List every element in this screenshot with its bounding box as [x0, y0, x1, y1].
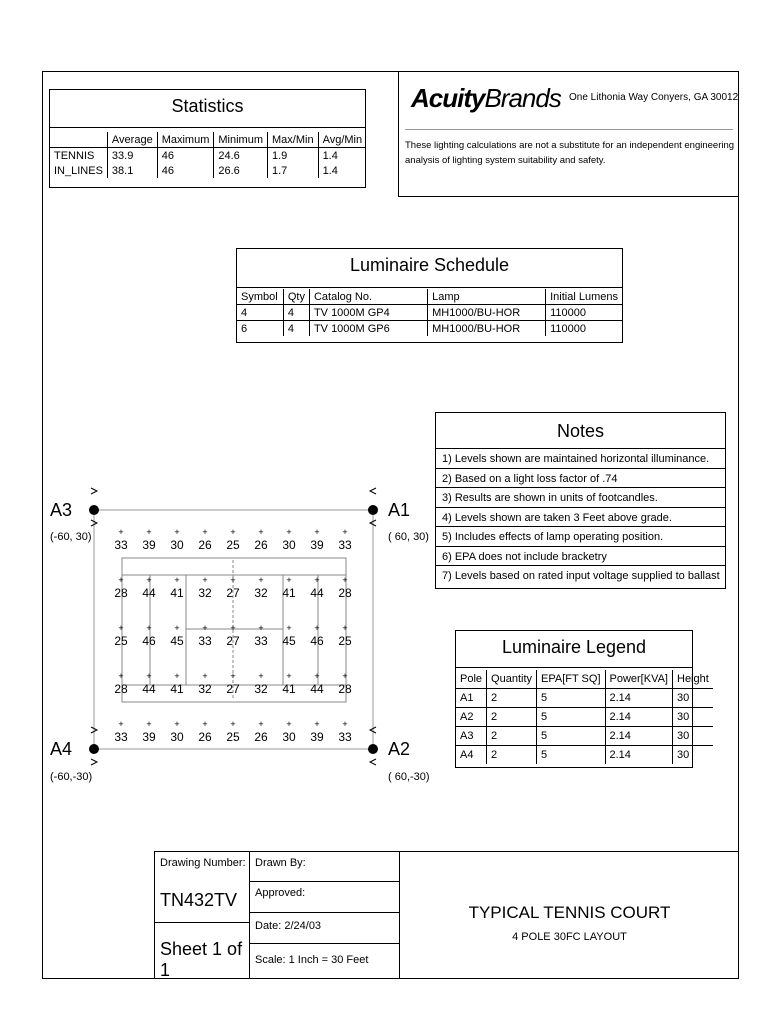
table-row: 4 4 TV 1000M GP4 MH1000/BU-HOR 110000 [237, 305, 622, 321]
schedule-grid: Symbol Qty Catalog No. Lamp Initial Lumens 4 4 TV 1000M GP4 MH1000/BU-HOR 110000 6 4 TV 1000M GP6 MH1000/BU-HOR 110000 [237, 289, 622, 336]
grid-value: 45 [170, 634, 184, 648]
pole-a1-marker [368, 505, 378, 515]
grid-point-marker: + [230, 719, 236, 729]
grid-point-marker: + [258, 575, 264, 585]
grid-point-marker: + [146, 623, 152, 633]
grid-point-marker: + [174, 575, 180, 585]
project-subtitle: 4 POLE 30FC LAYOUT [512, 931, 627, 943]
acuity-brands-logo: AcuityBrands [411, 83, 561, 113]
statistics-title: Statistics [171, 96, 244, 116]
grid-value: 32 [254, 586, 268, 600]
grid-point-marker: + [258, 527, 264, 537]
scale-label: Scale: 1 Inch = 30 Feet [255, 954, 369, 966]
grid-value: 30 [282, 730, 296, 744]
grid-point-marker: + [118, 575, 124, 585]
grid-point-marker: + [146, 527, 152, 537]
grid-value: 39 [310, 730, 324, 744]
grid-value: 32 [254, 682, 268, 696]
luminaire-legend [455, 630, 709, 768]
company-address: One Lithonia Way Conyers, GA 30012 [569, 92, 739, 103]
pole-coord-a3: (-60, 30) [50, 531, 92, 543]
grid-point-marker: + [202, 527, 208, 537]
grid-value: 28 [338, 682, 352, 696]
approved-cell [249, 881, 400, 913]
grid-value: 27 [226, 634, 240, 648]
pole-coord-a1: ( 60, 30) [388, 531, 429, 543]
grid-value: 32 [198, 586, 212, 600]
grid-point-marker: + [258, 719, 264, 729]
drawing-number: TN432TV [160, 890, 238, 910]
list-item: 1) Levels shown are maintained horizontal illuminance. [436, 449, 725, 469]
grid-point-marker: + [314, 671, 320, 681]
schedule-title: Luminaire Schedule [349, 255, 510, 275]
pole-label-a3: A3 [50, 500, 73, 520]
grid-value: 26 [198, 730, 212, 744]
pole-coord-a2: ( 60,-30) [388, 771, 430, 783]
grid-point-marker: + [314, 623, 320, 633]
grid-value: 26 [254, 730, 268, 744]
grid-point-marker: + [342, 575, 348, 585]
drawn-by-label: Drawn By: [255, 857, 306, 869]
table-row: 6 4 TV 1000M GP6 MH1000/BU-HOR 110000 [237, 321, 622, 337]
grid-point-marker: + [342, 671, 348, 681]
legend-grid: Pole Quantity EPA[FT SQ] Power[KVA] Height A1 2 5 2.14 30 A2 2 5 2.14 30 A3 2 5 2.14 30 A4 2 5 2.14 30 [456, 670, 713, 764]
grid-point-marker: + [342, 719, 348, 729]
grid-point-marker: + [230, 527, 236, 537]
title-block [154, 851, 739, 979]
list-item: 2) Based on a light loss factor of .74 [436, 469, 725, 489]
approved-label: Approved: [255, 887, 306, 899]
table-row: TENNIS 33.9 46 24.6 1.9 1.4 [50, 148, 366, 164]
illuminance-grid [114, 527, 352, 744]
grid-point-marker: + [286, 527, 292, 537]
grid-point-marker: + [230, 575, 236, 585]
disclaimer-text: These lighting calculations are not a substitute for an independent engineering analysis of lighting system suitability and safety. [405, 140, 735, 166]
grid-point-marker: + [174, 671, 180, 681]
scale-cell [249, 943, 400, 979]
grid-point-marker: + [286, 719, 292, 729]
grid-value: 27 [226, 586, 240, 600]
grid-value: 25 [338, 634, 352, 648]
grid-value: 45 [282, 634, 296, 648]
grid-value: 41 [170, 682, 184, 696]
grid-point-marker: + [202, 623, 208, 633]
grid-value: 41 [170, 586, 184, 600]
date-cell [249, 912, 400, 944]
grid-value: 28 [114, 682, 128, 696]
grid-value: 26 [254, 538, 268, 552]
grid-value: 39 [142, 730, 156, 744]
stat-header: Maximum [157, 132, 214, 148]
table-row: A2 2 5 2.14 30 [456, 708, 713, 727]
grid-point-marker: + [146, 575, 152, 585]
grid-value: 39 [310, 538, 324, 552]
list-item: 6) EPA does not include bracketry [436, 547, 725, 567]
table-row: IN_LINES 38.1 46 26.6 1.7 1.4 [50, 163, 366, 178]
grid-value: 44 [142, 586, 156, 600]
table-row: A4 2 5 2.14 30 [456, 746, 713, 765]
grid-value: 46 [142, 634, 156, 648]
list-item: 7) Levels based on rated input voltage supplied to ballast [442, 570, 720, 582]
sheet-number: Sheet 1 of 1 [160, 939, 243, 980]
grid-point-marker: + [342, 527, 348, 537]
notes-title: Notes [556, 421, 605, 441]
stat-header: Minimum [214, 132, 268, 148]
pole-a2-marker [368, 744, 378, 754]
grid-point-marker: + [314, 719, 320, 729]
grid-point-marker: + [174, 719, 180, 729]
grid-value: 30 [170, 538, 184, 552]
grid-point-marker: + [146, 671, 152, 681]
table-row: A1 2 5 2.14 30 [456, 689, 713, 708]
grid-point-marker: + [314, 527, 320, 537]
grid-point-marker: + [286, 671, 292, 681]
table-row: A3 2 5 2.14 30 [456, 727, 713, 746]
list-item: 4) Levels shown are taken 3 Feet above grade. [436, 508, 725, 528]
list-item: 3) Results are shown in units of footcandles. [436, 488, 725, 508]
grid-point-marker: + [286, 575, 292, 585]
grid-value: 44 [310, 682, 324, 696]
stat-header: Max/Min [268, 132, 319, 148]
grid-value: 33 [338, 730, 352, 744]
stat-header: Average [107, 132, 157, 148]
grid-value: 33 [114, 730, 128, 744]
grid-value: 33 [254, 634, 268, 648]
grid-value: 41 [282, 682, 296, 696]
grid-value: 33 [338, 538, 352, 552]
grid-value: 44 [310, 586, 324, 600]
grid-point-marker: + [202, 671, 208, 681]
grid-value: 33 [198, 634, 212, 648]
grid-point-marker: + [202, 719, 208, 729]
legend-title: Luminaire Legend [501, 637, 647, 657]
grid-value: 41 [282, 586, 296, 600]
grid-value: 25 [114, 634, 128, 648]
drawing-number-cell [154, 851, 250, 979]
grid-value: 26 [198, 538, 212, 552]
grid-point-marker: + [118, 527, 124, 537]
stat-header: Avg/Min [318, 132, 366, 148]
pole-coord-a4: (-60,-30) [50, 771, 93, 783]
pole-label-a2: A2 [388, 739, 411, 759]
grid-point-marker: + [286, 623, 292, 633]
grid-value: 32 [198, 682, 212, 696]
grid-point-marker: + [118, 719, 124, 729]
drawing-number-label: Drawing Number: [160, 857, 246, 869]
grid-value: 30 [282, 538, 296, 552]
grid-value: 25 [226, 538, 240, 552]
date-label: Date: 2/24/03 [255, 920, 322, 932]
grid-point-marker: + [202, 575, 208, 585]
grid-value: 44 [142, 682, 156, 696]
pole-label-a4: A4 [50, 739, 73, 759]
grid-value: 28 [338, 586, 352, 600]
grid-value: 28 [114, 586, 128, 600]
grid-point-marker: + [118, 671, 124, 681]
grid-point-marker: + [230, 671, 236, 681]
grid-point-marker: + [118, 623, 124, 633]
grid-point-marker: + [230, 623, 236, 633]
grid-point-marker: + [314, 575, 320, 585]
grid-point-marker: + [174, 527, 180, 537]
grid-value: 27 [226, 682, 240, 696]
pole-label-a1: A1 [388, 500, 411, 520]
grid-value: 39 [142, 538, 156, 552]
grid-point-marker: + [342, 623, 348, 633]
drawn-by-cell [249, 851, 400, 882]
grid-value: 33 [114, 538, 128, 552]
project-title: TYPICAL TENNIS COURT [468, 903, 671, 922]
grid-value: 30 [170, 730, 184, 744]
pole-a4-marker [89, 744, 99, 754]
list-item: 5) Includes effects of lamp operating position. [436, 527, 725, 547]
grid-value: 46 [310, 634, 324, 648]
grid-value: 25 [226, 730, 240, 744]
grid-point-marker: + [174, 623, 180, 633]
grid-point-marker: + [146, 719, 152, 729]
grid-point-marker: + [258, 623, 264, 633]
pole-a3-marker [89, 505, 99, 515]
grid-point-marker: + [258, 671, 264, 681]
